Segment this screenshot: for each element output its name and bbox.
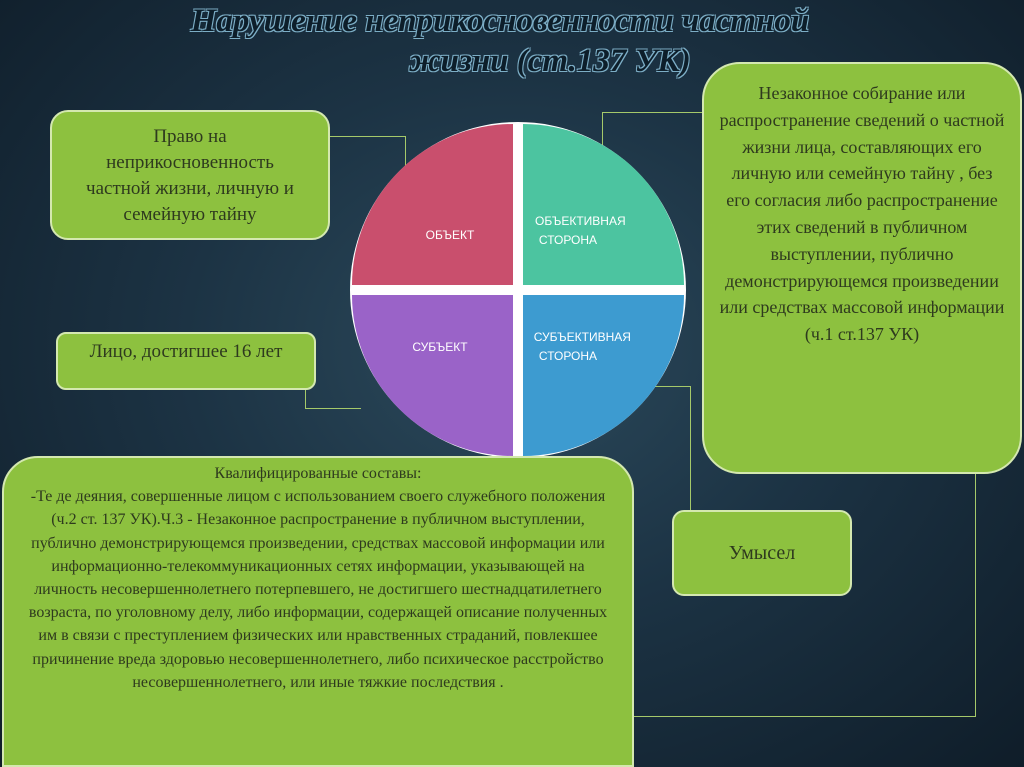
qualified-heading: Квалифицированные составы: bbox=[214, 465, 422, 482]
subjective-side-box bbox=[672, 510, 852, 596]
title-line-2: жизни (ст.137 УК) bbox=[409, 43, 691, 79]
objective-side-box bbox=[702, 62, 1022, 474]
label-subjective-side-1: СУБЪЕКТИВНАЯ bbox=[533, 330, 631, 344]
label-subject: СУБЪЕКТ bbox=[412, 340, 468, 354]
quadrant-objective-side bbox=[523, 124, 684, 285]
qualified-text: -Те де деяния, совершенные лицом с использованием своего служебного положения (ч.2 ст. 137 УК).Ч.3 - Незаконное распространение в публичном выступлении, публично демонстрирующемся произведении, средствах массовой информации или информационно-телекоммуникационных сетях информации, указывающей на личность несовершеннолетнего потерпевшего, не достигшего шестнадцатилетнего возраста, по уголовному делу, либо информации, содержащей описание полученных им в связи с преступлением физических или нравственных страданий, повлекшее причинение вреда здоровью несовершеннолетнего, либо психическое расстройство несовершеннолетнего, или иные тяжкие последствия . bbox=[28, 488, 608, 691]
object-box bbox=[50, 110, 330, 240]
quadrant-object bbox=[352, 124, 513, 285]
label-objective-side-1: ОБЪЕКТИВНАЯ bbox=[535, 214, 626, 228]
qualified-box bbox=[2, 456, 634, 767]
label-object: ОБЪЕКТ bbox=[425, 228, 475, 242]
title-line-1: Нарушение неприкосновенности частной bbox=[190, 3, 810, 39]
label-objective-side-2: СТОРОНА bbox=[538, 233, 598, 247]
subject-text: Лицо, достигшее 16 лет bbox=[89, 341, 283, 362]
quadrant-subject bbox=[352, 295, 513, 456]
label-subjective-side-2: СТОРОНА bbox=[538, 349, 598, 363]
elements-circle-diagram bbox=[348, 120, 688, 460]
subjective-side-text: Умысел bbox=[728, 542, 796, 564]
subject-box bbox=[56, 332, 316, 390]
object-text: Право на неприкосновенность частной жизни, личную и семейную тайну bbox=[86, 126, 294, 225]
objective-side-text: Незаконное собирание или распространение сведений о частной жизни лица, составляющих его личную или семейную тайну , без его согласия либо распространение этих сведений в публичном выступлении, публично демонстрирующемся произведении или средствах массовой информации (ч.1 ст.137 УК) bbox=[719, 83, 1005, 345]
quadrant-subjective-side bbox=[523, 295, 684, 456]
